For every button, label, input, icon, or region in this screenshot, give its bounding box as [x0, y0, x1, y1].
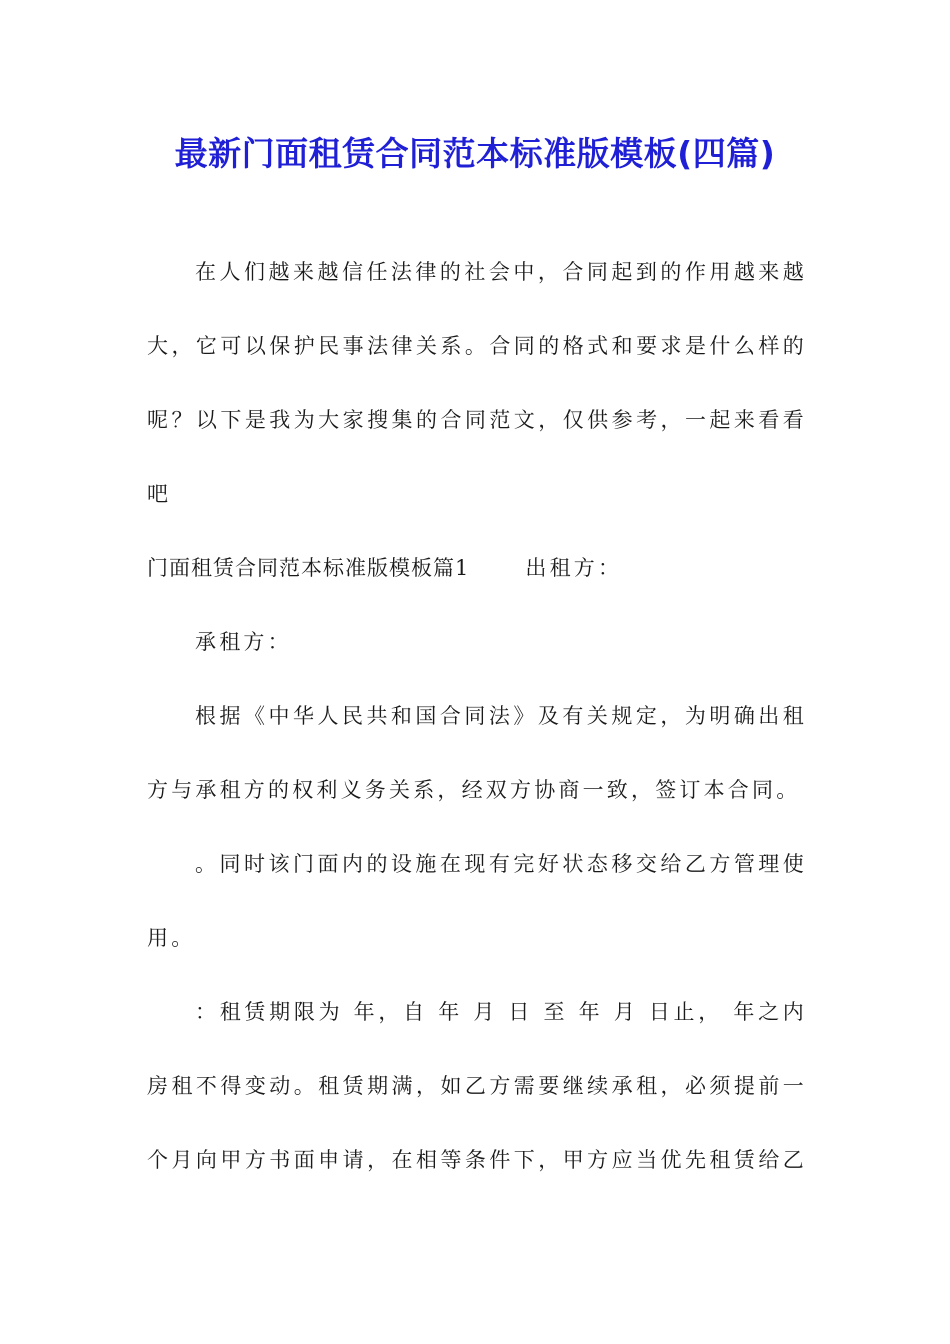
section-heading-line [147, 549, 807, 587]
paragraph-line: 大，它可以保护民事法律关系。合同的格式和要求是什么样的 [147, 334, 807, 358]
paragraph-line: 根据《中华人民共和国合同法》及有关规定，为明确出租 [195, 704, 807, 728]
section-heading: 门面租赁合同范本标准版模板篇1 [147, 556, 470, 580]
paragraph-line: 用。 [147, 926, 196, 950]
paragraph-line: 方与承租方的权利义务关系，经双方协商一致，签订本合同。 [147, 778, 801, 802]
document-title: 最新门面租赁合同范本标准版模板(四篇) [174, 134, 776, 173]
paragraph-line: 个月向甲方书面申请，在相等条件下，甲方应当优先租赁给乙 [147, 1148, 807, 1172]
paragraph-line: 在人们越来越信任法律的社会中，合同起到的作用越来越 [195, 260, 807, 284]
lessor-label: 出租方： [525, 556, 623, 580]
paragraph-line: 房租不得变动。租赁期满，如乙方需要继续承租，必须提前一 [147, 1074, 807, 1098]
lessee-label: 承租方： [195, 630, 292, 654]
paragraph-line: 吧 [147, 482, 172, 506]
paragraph-line: ：租赁期限为 年，自 年 月 日 至 年 月 日止， 年之内 [195, 1000, 807, 1024]
paragraph-line: 呢？以下是我为大家搜集的合同范文，仅供参考，一起来看看 [147, 408, 807, 432]
document-body [147, 253, 807, 1215]
paragraph-line: 。同时该门面内的设施在现有完好状态移交给乙方管理使 [195, 852, 807, 876]
